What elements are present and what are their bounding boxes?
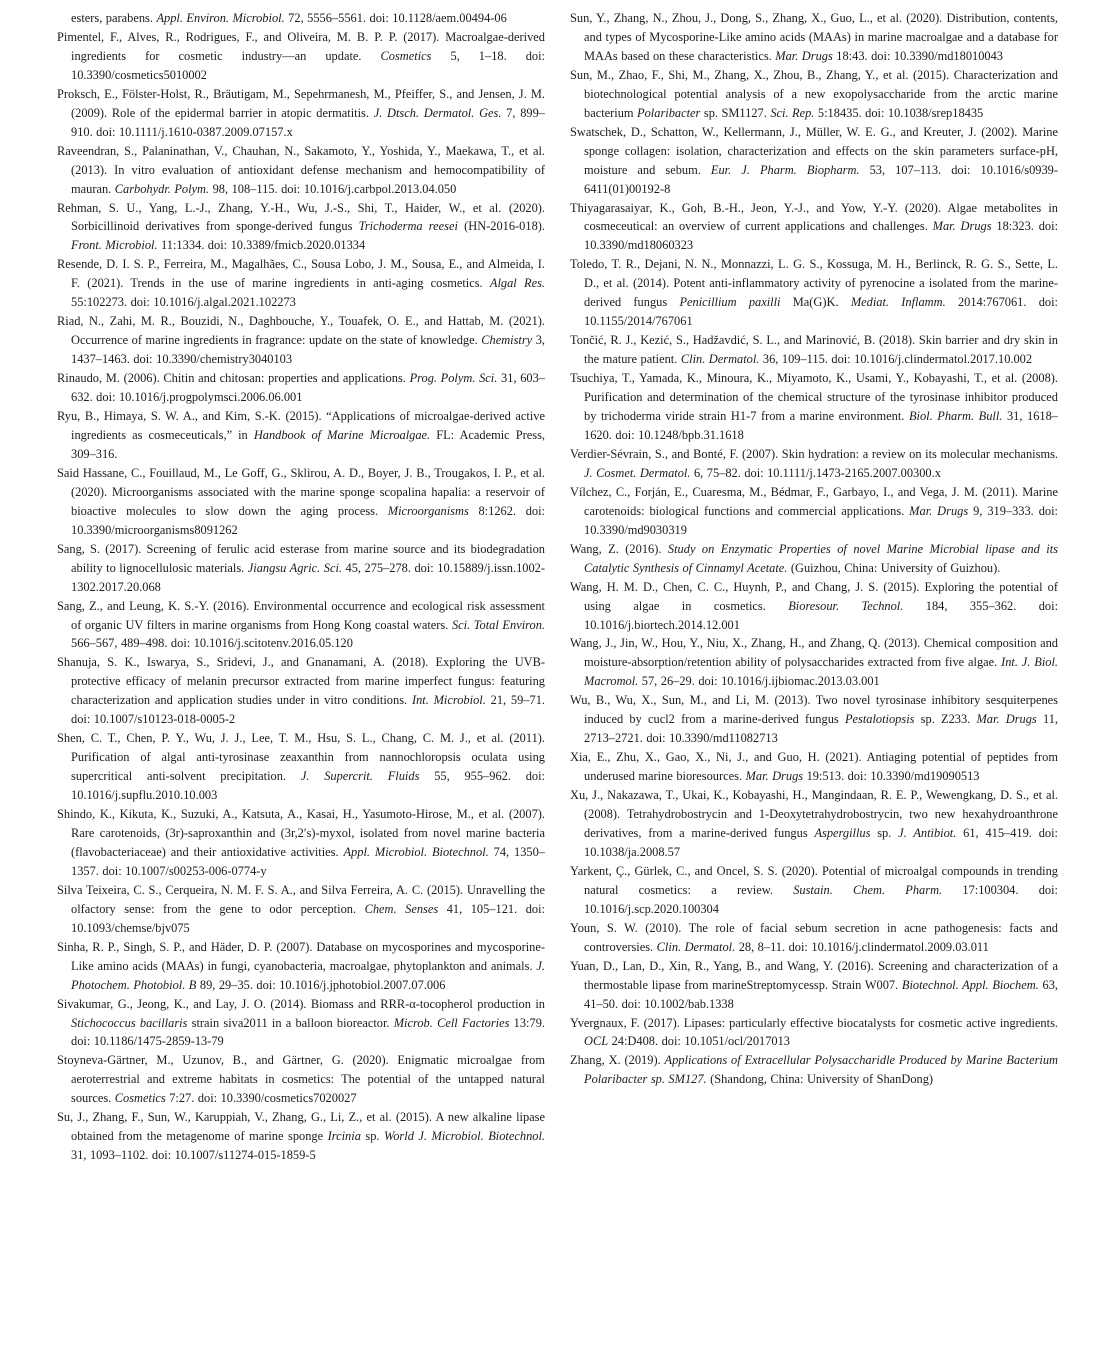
reference-entry: Wu, B., Wu, X., Sun, M., and Li, M. (2013). Two novel tyrosinase inhibitory sesquiterpenes induced by cucl2 from a marine-derived fungus Pestalotiopsis sp. Z233. Mar. Drugs 11, 2713–2721. doi: 10.3390/md11082713 bbox=[570, 693, 1058, 746]
reference-entry: Swatschek, D., Schatton, W., Kellermann, J., Müller, W. E. G., and Kreuter, J. (2002). Marine sponge collagen: isolation, characterization and effects on the skin parameters surface-pH, moisture and sebum. Eur. J. Pharm. Biopharm. 53, 107–113. doi: 10.1016/s0939-6411(01)00192-8 bbox=[570, 124, 1058, 196]
reference-entry: Sinha, R. P., Singh, S. P., and Häder, D. P. (2007). Database on mycosporines and mycosporine-Like amino acids (MAAs) in fungi, cyanobacteria, macroalgae, phytoplankton and animals. J. Photochem. Photobiol. B 89, 29–35. doi: 10.1016/j.jphotobiol.2007.07.006 bbox=[57, 939, 545, 992]
reference-entry: Sun, M., Zhao, F., Shi, M., Zhang, X., Zhou, B., Zhang, Y., et al. (2015). Characterization and biotechnological potential analysis of a new exopolysaccharide from the arctic marine bacterium Polaribacter sp. SM1127. Sci. Rep. 5:18435. doi: 10.1038/srep18435 bbox=[570, 67, 1058, 120]
reference-entry: Toledo, T. R., Dejani, N. N., Monnazzi, L. G. S., Kossuga, M. H., Berlinck, R. G. S., Sette, L. D., et al. (2014). Potent anti-inflammatory activity of pyrenocine a isolated from the marine-derived fungus Penicillium paxilli Ma(G)K. Mediat. Inflamm. 2014:767061. doi: 10.1155/2014/767061 bbox=[570, 257, 1059, 329]
reference-entry: Said Hassane, C., Fouillaud, M., Le Goff, G., Sklirou, A. D., Boyer, J. B., Trougakos, I. P., et al. (2020). Microorganisms associated with the marine sponge scopalina hapalia: a reservoir of bioactive molecules to slow down the aging process. Microorganisms 8:1262. doi: 10.3390/microorganisms8091262 bbox=[57, 465, 545, 537]
reference-entry: Sang, S. (2017). Screening of ferulic acid esterase from marine source and its biodegradation ability to lignocellulosic materials. Jiangsu Agric. Sci. 45, 275–278. doi: 10.15889/j.issn.1002-1302.2017.20.068 bbox=[57, 541, 545, 594]
reference-entry: Stoyneva-Gärtner, M., Uzunov, B., and Gärtner, G. (2020). Enigmatic microalgae from aeroterrestrial and extreme habitats in cosmetics: The potential of the untapped natural sources. Cosmetics 7:27. doi: 10.3390/cosmetics7020027 bbox=[57, 1053, 545, 1106]
reference-entry: Sang, Z., and Leung, K. S.-Y. (2016). Environmental occurrence and ecological risk assessment of organic UV filters in marine organisms from Hong Kong coastal waters. Sci. Total Environ. 566–567, 489–498. doi: 10.1016/j.scitotenv.2016.05.120 bbox=[57, 598, 545, 651]
reference-entry: Zhang, X. (2019). Applications of Extracellular Polysaccharidle Produced by Marine Bacterium Polaribacter sp. SM127. (Shandong, China: University of ShanDong) bbox=[570, 1053, 1058, 1087]
reference-entry: Thiyagarasaiyar, K., Goh, B.-H., Jeon, Y.-J., and Yow, Y.-Y. (2020). Algae metabolites in cosmeceutical: an overview of current applications and challenges. Mar. Drugs 18:323. doi: 10.3390/md18060323 bbox=[570, 200, 1059, 253]
references-page bbox=[57, 9, 1058, 1165]
reference-entry: Silva Teixeira, C. S., Cerqueira, N. M. F. S. A., and Silva Ferreira, A. C. (2015). Unravelling the olfactory sense: from the gene to odor perception. Chem. Senses 41, 105–121. doi: 10.1093/chemse/bjv075 bbox=[57, 882, 545, 935]
reference-entry: Riad, N., Zahi, M. R., Bouzidi, N., Daghbouche, Y., Touafek, O. E., and Hattab, M. (2021). Occurrence of marine ingredients in fragrance: update on the state of knowledge. Chemistry 3, 1437–1463. doi: 10.3390/chemistry3040103 bbox=[57, 314, 546, 367]
reference-entry: Tončić, R. J., Kezić, S., Hadžavdić, S. L., and Marinović, B. (2018). Skin barrier and dry skin in the mature patient. Clin. Dermatol. 36, 109–115. doi: 10.1016/j.clindermatol.2017.10.002 bbox=[570, 333, 1058, 367]
reference-entry: Raveendran, S., Palaninathan, V., Chauhan, N., Sakamoto, Y., Yoshida, Y., Maekawa, T., et al. (2013). In vitro evaluation of antioxidant defense mechanism and hemocompatibility of mauran. Carbohydr. Polym. 98, 108–115. doi: 10.1016/j.carbpol.2013.04.050 bbox=[57, 143, 545, 196]
reference-entry: Vílchez, C., Forján, E., Cuaresma, M., Bédmar, F., Garbayo, I., and Vega, J. M. (2011). Marine carotenoids: biological functions and commercial applications. Mar. Drugs 9, 319–333. doi: 10.3390/md9030319 bbox=[570, 484, 1058, 537]
reference-entry: esters, parabens. Appl. Environ. Microbiol. 72, 5556–5561. doi: 10.1128/aem.00494-06 bbox=[71, 11, 507, 25]
reference-entry: Pimentel, F., Alves, R., Rodrigues, F., and Oliveira, M. B. P. P. (2017). Macroalgae-derived ingredients for cosmetic industry—an update. Cosmetics 5, 1–18. doi: 10.3390/cosmetics5010002 bbox=[57, 29, 545, 82]
reference-entry: Sun, Y., Zhang, N., Zhou, J., Dong, S., Zhang, X., Guo, L., et al. (2020). Distribution, contents, and types of Mycosporine-Like amino acids (MAAs) in marine macroalgae and a database for MAAs based on these characteristics. Mar. Drugs 18:43. doi: 10.3390/md18010043 bbox=[570, 11, 1058, 63]
reference-entry: Rehman, S. U., Yang, L.-J., Zhang, Y.-H., Wu, J.-S., Shi, T., Haider, W., et al. (2020). Sorbicillinoid derivatives from sponge-derived fungus Trichoderma reesei (HN-2016-018). Front. Microbiol. 11:1334. doi: 10.3389/fmicb.2020.01334 bbox=[57, 200, 545, 253]
reference-entry: Resende, D. I. S. P., Ferreira, M., Magalhães, C., Sousa Lobo, J. M., Sousa, E., and Almeida, I. F. (2021). Trends in the use of marine ingredients in anti-aging cosmetics. Algal Res. 55:102273. doi: 10.1016/j.algal.2021.102273 bbox=[57, 257, 545, 310]
reference-entry: Shen, C. T., Chen, P. Y., Wu, J. J., Lee, T. M., Hsu, S. L., Chang, C. M. J., et al. (2011). Purification of algal anti-tyrosinase zeaxanthin from nannochloropsis oculata using supercritical anti-solvent precipitation. J. Supercrit. Fluids 55, 955–962. doi: 10.1016/j.supflu.2010.10.003 bbox=[57, 731, 545, 803]
reference-entry: Wang, J., Jin, W., Hou, Y., Niu, X., Zhang, H., and Zhang, Q. (2013). Chemical composition and moisture-absorption/retention ability of polysaccharides extracted from five algae. Int. J. Biol. Macromol. 57, 26–29. doi: 10.1016/j.ijbiomac.2013.03.001 bbox=[570, 636, 1058, 689]
reference-entry: Wang, H. M. D., Chen, C. C., Huynh, P., and Chang, J. S. (2015). Exploring the potential of using algae in cosmetics. Bioresour. Technol. 184, 355–362. doi: 10.1016/j.biortech.2014.12.001 bbox=[570, 579, 1059, 632]
reference-entry: Shindo, K., Kikuta, K., Suzuki, A., Katsuta, A., Kasai, H., Yasumoto-Hirose, M., et al. (2007). Rare carotenoids, (3r)-saproxanthin and (3r,2′s)-myxol, isolated from novel marine bacteria (flavobacteriaceae) and their antioxidative activities. Appl. Microbiol. Biotechnol. 74, 1350–1357. doi: 10.1007/s00253-006-0774-y bbox=[57, 807, 545, 878]
reference-entry: Yuan, D., Lan, D., Xin, R., Yang, B., and Wang, Y. (2016). Screening and characterization of a thermostable lipase from marineStreptomycessp. Strain W007. Biotechnol. Appl. Biochem. 63, 41–50. doi: 10.1002/bab.1338 bbox=[570, 958, 1058, 1011]
reference-entry: Proksch, E., Fölster-Holst, R., Bräutigam, M., Sepehrmanesh, M., Pfeiffer, S., and Jensen, J. M. (2009). Role of the epidermal barrier in atopic dermatitis. J. Dtsch. Dermatol. Ges. 7, 899–910. doi: 10.1111/j.1610-0387.2009.07157.x bbox=[57, 86, 545, 139]
reference-entry: Verdier-Sévrain, S., and Bonté, F. (2007). Skin hydration: a review on its molecular mechanisms. J. Cosmet. Dermatol. 6, 75–82. doi: 10.1111/j.1473-2165.2007.00300.x bbox=[570, 446, 1058, 480]
reference-entry: Youn, S. W. (2010). The role of facial sebum secretion in acne pathogenesis: facts and controversies. Clin. Dermatol. 28, 8–11. doi: 10.1016/j.clindermatol.2009.03.011 bbox=[570, 920, 1058, 954]
reference-entry: Xia, E., Zhu, X., Gao, X., Ni, J., and Guo, H. (2021). Antiaging potential of peptides from underused marine bioresources. Mar. Drugs 19:513. doi: 10.3390/md19090513 bbox=[570, 750, 1058, 784]
references-column-right bbox=[570, 9, 1058, 1165]
reference-entry: Tsuchiya, T., Yamada, K., Minoura, K., Miyamoto, K., Usami, Y., Kobayashi, T., et al. (2008). Purification and determination of the chemical structure of the tyrosinase inhibitor produced by trichoderma viride strain H1-7 from a marine environment. Biol. Pharm. Bull. 31, 1618–1620. doi: 10.1248/bpb.31.1618 bbox=[570, 371, 1058, 442]
reference-entry: Shanuja, S. K., Iswarya, S., Sridevi, J., and Gnanamani, A. (2018). Exploring the UVB-protective efficacy of melanin precursor extracted from marine imperfect fungus: featuring characterization and application studies under in vitro conditions. Int. Microbiol. 21, 59–71. doi: 10.1007/s10123-018-0005-2 bbox=[57, 655, 545, 727]
reference-entry: Xu, J., Nakazawa, T., Ukai, K., Kobayashi, H., Mangindaan, R. E. P., Wewengkang, D. S., et al. (2008). Tetrahydrobostrycin and 1-Deoxytetrahydrobostrycin, two new hexahydroanthrone derivatives, from a marine-derived fungus Aspergillus sp. J. Antibiot. 61, 415–419. doi: 10.1038/ja.2008.57 bbox=[570, 788, 1058, 859]
reference-entry: Yvergnaux, F. (2017). Lipases: particularly effective biocatalysts for cosmetic active ingredients. OCL 24:D408. doi: 10.1051/ocl/2017013 bbox=[570, 1015, 1058, 1049]
reference-entry: Ryu, B., Himaya, S. W. A., and Kim, S.-K. (2015). “Applications of microalgae-derived active ingredients as cosmeceuticals,” in Handbook of Marine Microalgae. FL: Academic Press, 309–316. bbox=[57, 409, 545, 461]
reference-entry: Yarkent, Ç., Gürlek, C., and Oncel, S. S. (2020). Potential of microalgal compounds in trending natural cosmetics: a review. Sustain. Chem. Pharm. 17:100304. doi: 10.1016/j.scp.2020.100304 bbox=[570, 863, 1058, 916]
reference-entry: Rinaudo, M. (2006). Chitin and chitosan: properties and applications. Prog. Polym. Sci. 31, 603–632. doi: 10.1016/j.progpolymsci.2006.06.001 bbox=[57, 371, 546, 405]
references-column-left bbox=[57, 9, 545, 1165]
reference-entry: Sivakumar, G., Jeong, K., and Lay, J. O. (2014). Biomass and RRR-α-tocopherol production in Stichococcus bacillaris strain siva2011 in a balloon bioreactor. Microb. Cell Factories 13:79. doi: 10.1186/1475-2859-13-79 bbox=[57, 996, 545, 1049]
reference-entry: Wang, Z. (2016). Study on Enzymatic Properties of novel Marine Microbial lipase and its Catalytic Synthesis of Cinnamyl Acetate. (Guizhou, China: University of Guizhou). bbox=[570, 541, 1058, 575]
reference-entry: Su, J., Zhang, F., Sun, W., Karuppiah, V., Zhang, G., Li, Z., et al. (2015). A new alkaline lipase obtained from the metagenome of marine sponge Ircinia sp. World J. Microbiol. Biotechnol. 31, 1093–1102. doi: 10.1007/s11274-015-1859-5 bbox=[57, 1110, 545, 1163]
